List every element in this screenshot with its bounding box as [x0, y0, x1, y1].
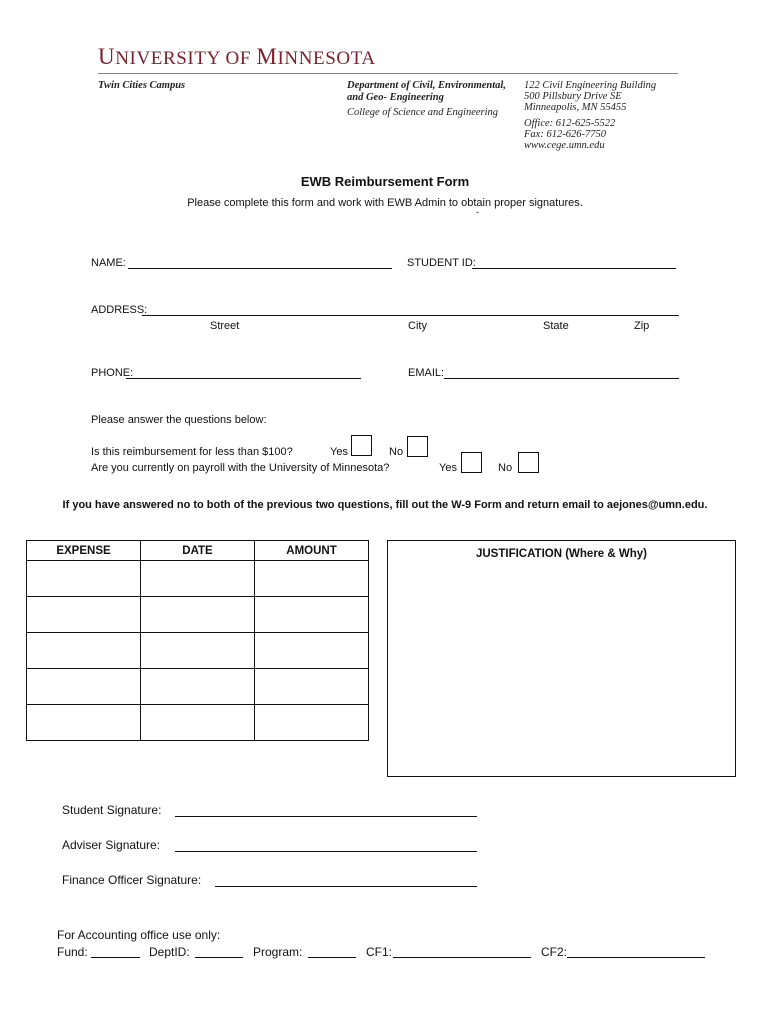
question-payroll: Are you currently on payroll with the University of Minnesota?: [91, 462, 390, 474]
date-cell[interactable]: [141, 669, 255, 705]
q1-no-label: No: [389, 446, 404, 458]
name-label: NAME:: [91, 257, 126, 269]
address-field[interactable]: [142, 315, 679, 316]
q2-yes-checkbox[interactable]: [461, 452, 482, 473]
zip-label: Zip: [634, 320, 650, 332]
department-line2: and Geo- Engineering: [347, 92, 444, 103]
date-column-header: DATE: [141, 541, 255, 561]
questions-intro: Please answer the questions below:: [91, 414, 267, 426]
subtitle-mark: -: [476, 207, 479, 217]
program-label: Program:: [253, 945, 303, 959]
form-subtitle: Please complete this form and work with EWB Admin to obtain proper signatures.: [187, 197, 583, 209]
amount-cell[interactable]: [255, 705, 369, 741]
q1-yes-checkbox[interactable]: [351, 435, 372, 456]
amount-column-header: AMOUNT: [255, 541, 369, 561]
street-label: Street: [210, 320, 240, 332]
office-phone: Office: 612-625-5522: [524, 118, 616, 129]
address-line1: 122 Civil Engineering Building: [524, 80, 657, 91]
adviser-signature-line[interactable]: [175, 851, 477, 852]
table-row: [27, 597, 369, 633]
amount-cell[interactable]: [255, 633, 369, 669]
amount-cell[interactable]: [255, 597, 369, 633]
expense-column-header: EXPENSE: [27, 541, 141, 561]
amount-cell[interactable]: [255, 561, 369, 597]
name-field[interactable]: [128, 268, 392, 269]
table-row: [27, 705, 369, 741]
expense-table-header: [27, 541, 369, 561]
q2-no-label: No: [498, 462, 513, 474]
date-cell[interactable]: [141, 561, 255, 597]
q2-no-checkbox[interactable]: [518, 452, 539, 473]
deptid-label: DeptID:: [149, 945, 190, 959]
q1-yes-label: Yes: [330, 446, 348, 458]
cf1-field[interactable]: [393, 957, 531, 958]
table-row: [27, 561, 369, 597]
expense-cell[interactable]: [27, 597, 141, 633]
college-name: College of Science and Engineering: [347, 107, 499, 118]
justification-title: JUSTIFICATION (Where & Why): [475, 548, 647, 560]
finance-signature-label: Finance Officer Signature:: [62, 873, 202, 887]
cf2-field[interactable]: [567, 957, 705, 958]
expense-cell[interactable]: [27, 561, 141, 597]
justification-box[interactable]: [387, 540, 736, 777]
expense-table: [26, 540, 369, 741]
w9-notice: If you have answered no to both of the previous two questions, fill out the W-9 Form and return email to aejones@umn.edu.: [62, 499, 708, 511]
address-line2: 500 Pillsbury Drive SE: [524, 91, 622, 102]
table-row: [27, 633, 369, 669]
program-field[interactable]: [308, 957, 356, 958]
student-id-field[interactable]: [472, 268, 676, 269]
address-label: ADDRESS:: [91, 304, 148, 316]
date-cell[interactable]: [141, 597, 255, 633]
website: www.cege.umn.edu: [524, 140, 605, 151]
city-label: City: [408, 320, 427, 332]
finance-signature-line[interactable]: [215, 886, 477, 887]
q1-no-checkbox[interactable]: [407, 436, 428, 457]
adviser-signature-label: Adviser Signature:: [62, 838, 161, 852]
fund-field[interactable]: [91, 957, 140, 958]
email-label: EMAIL:: [408, 367, 445, 379]
university-logo: UNIVERSITY OF MINNESOTA: [98, 44, 376, 69]
student-signature-label: Student Signature:: [62, 803, 162, 817]
amount-cell[interactable]: [255, 669, 369, 705]
expense-cell[interactable]: [27, 669, 141, 705]
deptid-field[interactable]: [195, 957, 243, 958]
address-line3: Minneapolis, MN 55455: [524, 102, 627, 113]
question-under-100: Is this reimbursement for less than $100?: [91, 446, 293, 458]
cf1-label: CF1:: [366, 945, 393, 959]
state-label: State: [543, 320, 569, 332]
expense-cell[interactable]: [27, 705, 141, 741]
department-line1: Department of Civil, Environmental,: [347, 80, 506, 91]
date-cell[interactable]: [141, 705, 255, 741]
phone-label: PHONE:: [91, 367, 134, 379]
q2-yes-label: Yes: [439, 462, 457, 474]
campus-name: Twin Cities Campus: [98, 80, 186, 91]
email-field[interactable]: [444, 378, 679, 379]
student-id-label: STUDENT ID:: [407, 257, 476, 269]
fax-number: Fax: 612-626-7750: [524, 129, 606, 140]
phone-field[interactable]: [126, 378, 361, 379]
accounting-heading: For Accounting office use only:: [57, 928, 221, 942]
header-rule: [98, 73, 678, 74]
date-cell[interactable]: [141, 633, 255, 669]
cf2-label: CF2:: [541, 945, 568, 959]
expense-cell[interactable]: [27, 633, 141, 669]
table-row: [27, 669, 369, 705]
form-title: EWB Reimbursement Form: [300, 174, 470, 189]
fund-label: Fund:: [57, 945, 88, 959]
student-signature-line[interactable]: [175, 816, 477, 817]
